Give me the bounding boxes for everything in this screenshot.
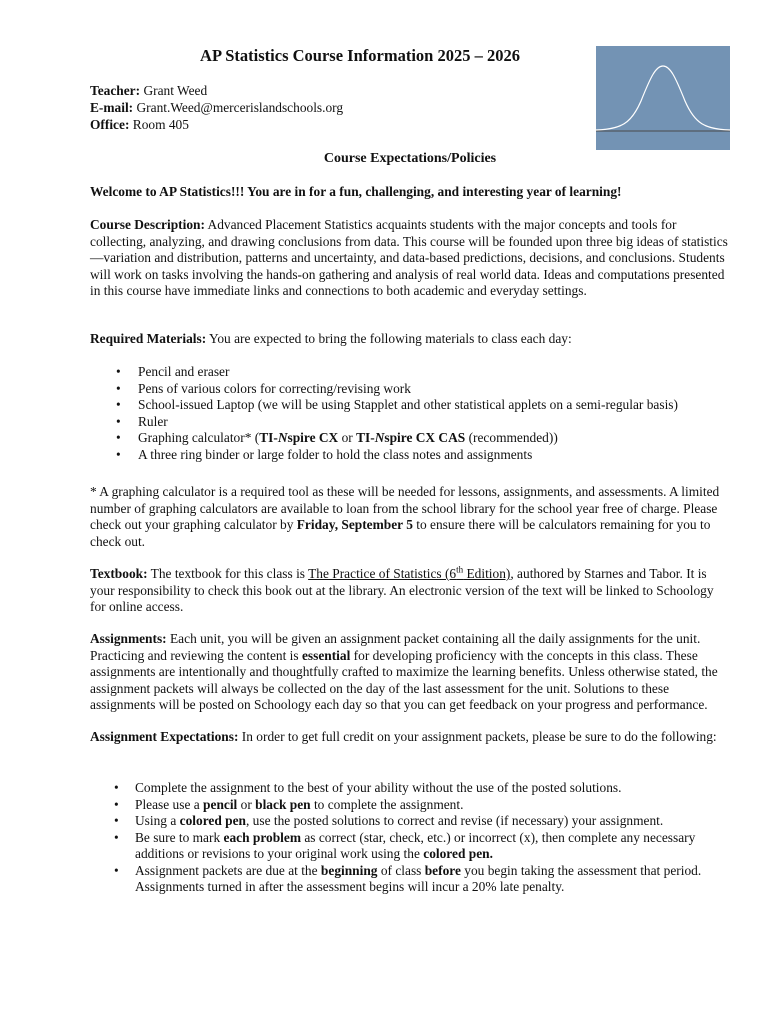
list-item: • Pencil and eraser: [90, 364, 730, 381]
office-room: Room 405: [132, 117, 189, 132]
list-item: • School-issued Laptop (we will be using Stapplet and other statistical applets on a semi-regular basis): [90, 397, 730, 414]
assignments-info: Assignments: Each unit, you will be given an assignment packet containing all the daily assignments for the unit. Practicing and reviewing the content is essential for developing proficiency with the concepts in this class. These assignments are intentionally and thoughtfully crafted to maximize the learning benefits. Unless otherwise stated, the assignment packets will always be collected on the day of the last assessment for the unit. Solutions to these assignments will be posted on Schoology each day so that you can get feedback on your progress and performance.: [90, 631, 718, 712]
calculator-note: * A graphing calculator is a required tool as these will be needed for lessons, assignments, and assessments. A limited number of graphing calculators are available to loan from the school library for the school year free of charge. Please check out your graphing calculator by Friday, September 5 to ensure there will be calculators remaining for you to check out.: [90, 484, 720, 549]
textbook-info: Textbook: The textbook for this class is The Practice of Statistics (6th Edition), authored by Starnes and Tabor. It is your responsibility to check this book out at the library. An electronic version of the text will be linked to Schoology for online access.: [90, 564, 714, 614]
welcome-text: Welcome to AP Statistics!!! You are in for a fun, challenging, and interesting year of learning!: [90, 184, 622, 199]
teacher-email[interactable]: Grant.Weed@mercerislandschools.org: [136, 100, 344, 115]
materials-list: [90, 364, 730, 463]
course-description: Course Description: Advanced Placement Statistics acquaints students with the major concepts and tools for collecting, analyzing, and drawing conclusions from data. This course will be founded upon three big ideas of statistics—variation and distribution, patterns and uncertainty, and data-based predictions, decisions, and conclusions. Students will work on tasks involving the hands-on gathering and analysis of real world data. Ideas and computations presented in this course have immediate links and connections to both academic and everyday settings.: [90, 217, 728, 298]
teacher-label: Teacher:: [90, 83, 141, 98]
email-label: E-mail:: [90, 100, 134, 115]
office-label: Office:: [90, 117, 130, 132]
list-item: • Pens of various colors for correcting/revising work: [90, 381, 730, 398]
assignment-expectations-intro: Assignment Expectations: In order to get full credit on your assignment packets, please be sure to do the following:: [90, 729, 717, 744]
list-item: • Please use a pencil or black pen to complete the assignment.: [90, 797, 735, 814]
list-item: • A three ring binder or large folder to hold the class notes and assignments: [90, 447, 730, 464]
list-item: • Complete the assignment to the best of your ability without the use of the posted solutions.: [90, 780, 735, 797]
list-item: • Using a colored pen, use the posted solutions to correct and revise (if necessary) your assignment.: [90, 813, 735, 830]
normal-curve-logo: [596, 46, 730, 150]
required-materials-intro: Required Materials: You are expected to bring the following materials to class each day:: [90, 331, 572, 346]
normal-curve-icon: [596, 46, 730, 150]
list-item: • Be sure to mark each problem as correct (star, check, etc.) or incorrect (x), then complete any necessary additions or revisions to your original work using the colored pen.: [90, 830, 735, 863]
list-item: • Assignment packets are due at the beginning of class before you begin taking the assessment that period. Assignments turned in after the assessment begins will incur a 20% late penalty.: [90, 863, 735, 896]
contact-info: [90, 83, 590, 134]
expectations-list: [90, 780, 735, 896]
list-item: • Graphing calculator* (TI-Nspire CX or TI-Nspire CX CAS (recommended)): [90, 430, 730, 447]
section-heading: Course Expectations/Policies: [323, 151, 497, 166]
list-item: • Ruler: [90, 414, 730, 431]
document-title: AP Statistics Course Information 2025 – 2026: [200, 46, 520, 65]
teacher-name: Grant Weed: [143, 83, 208, 98]
